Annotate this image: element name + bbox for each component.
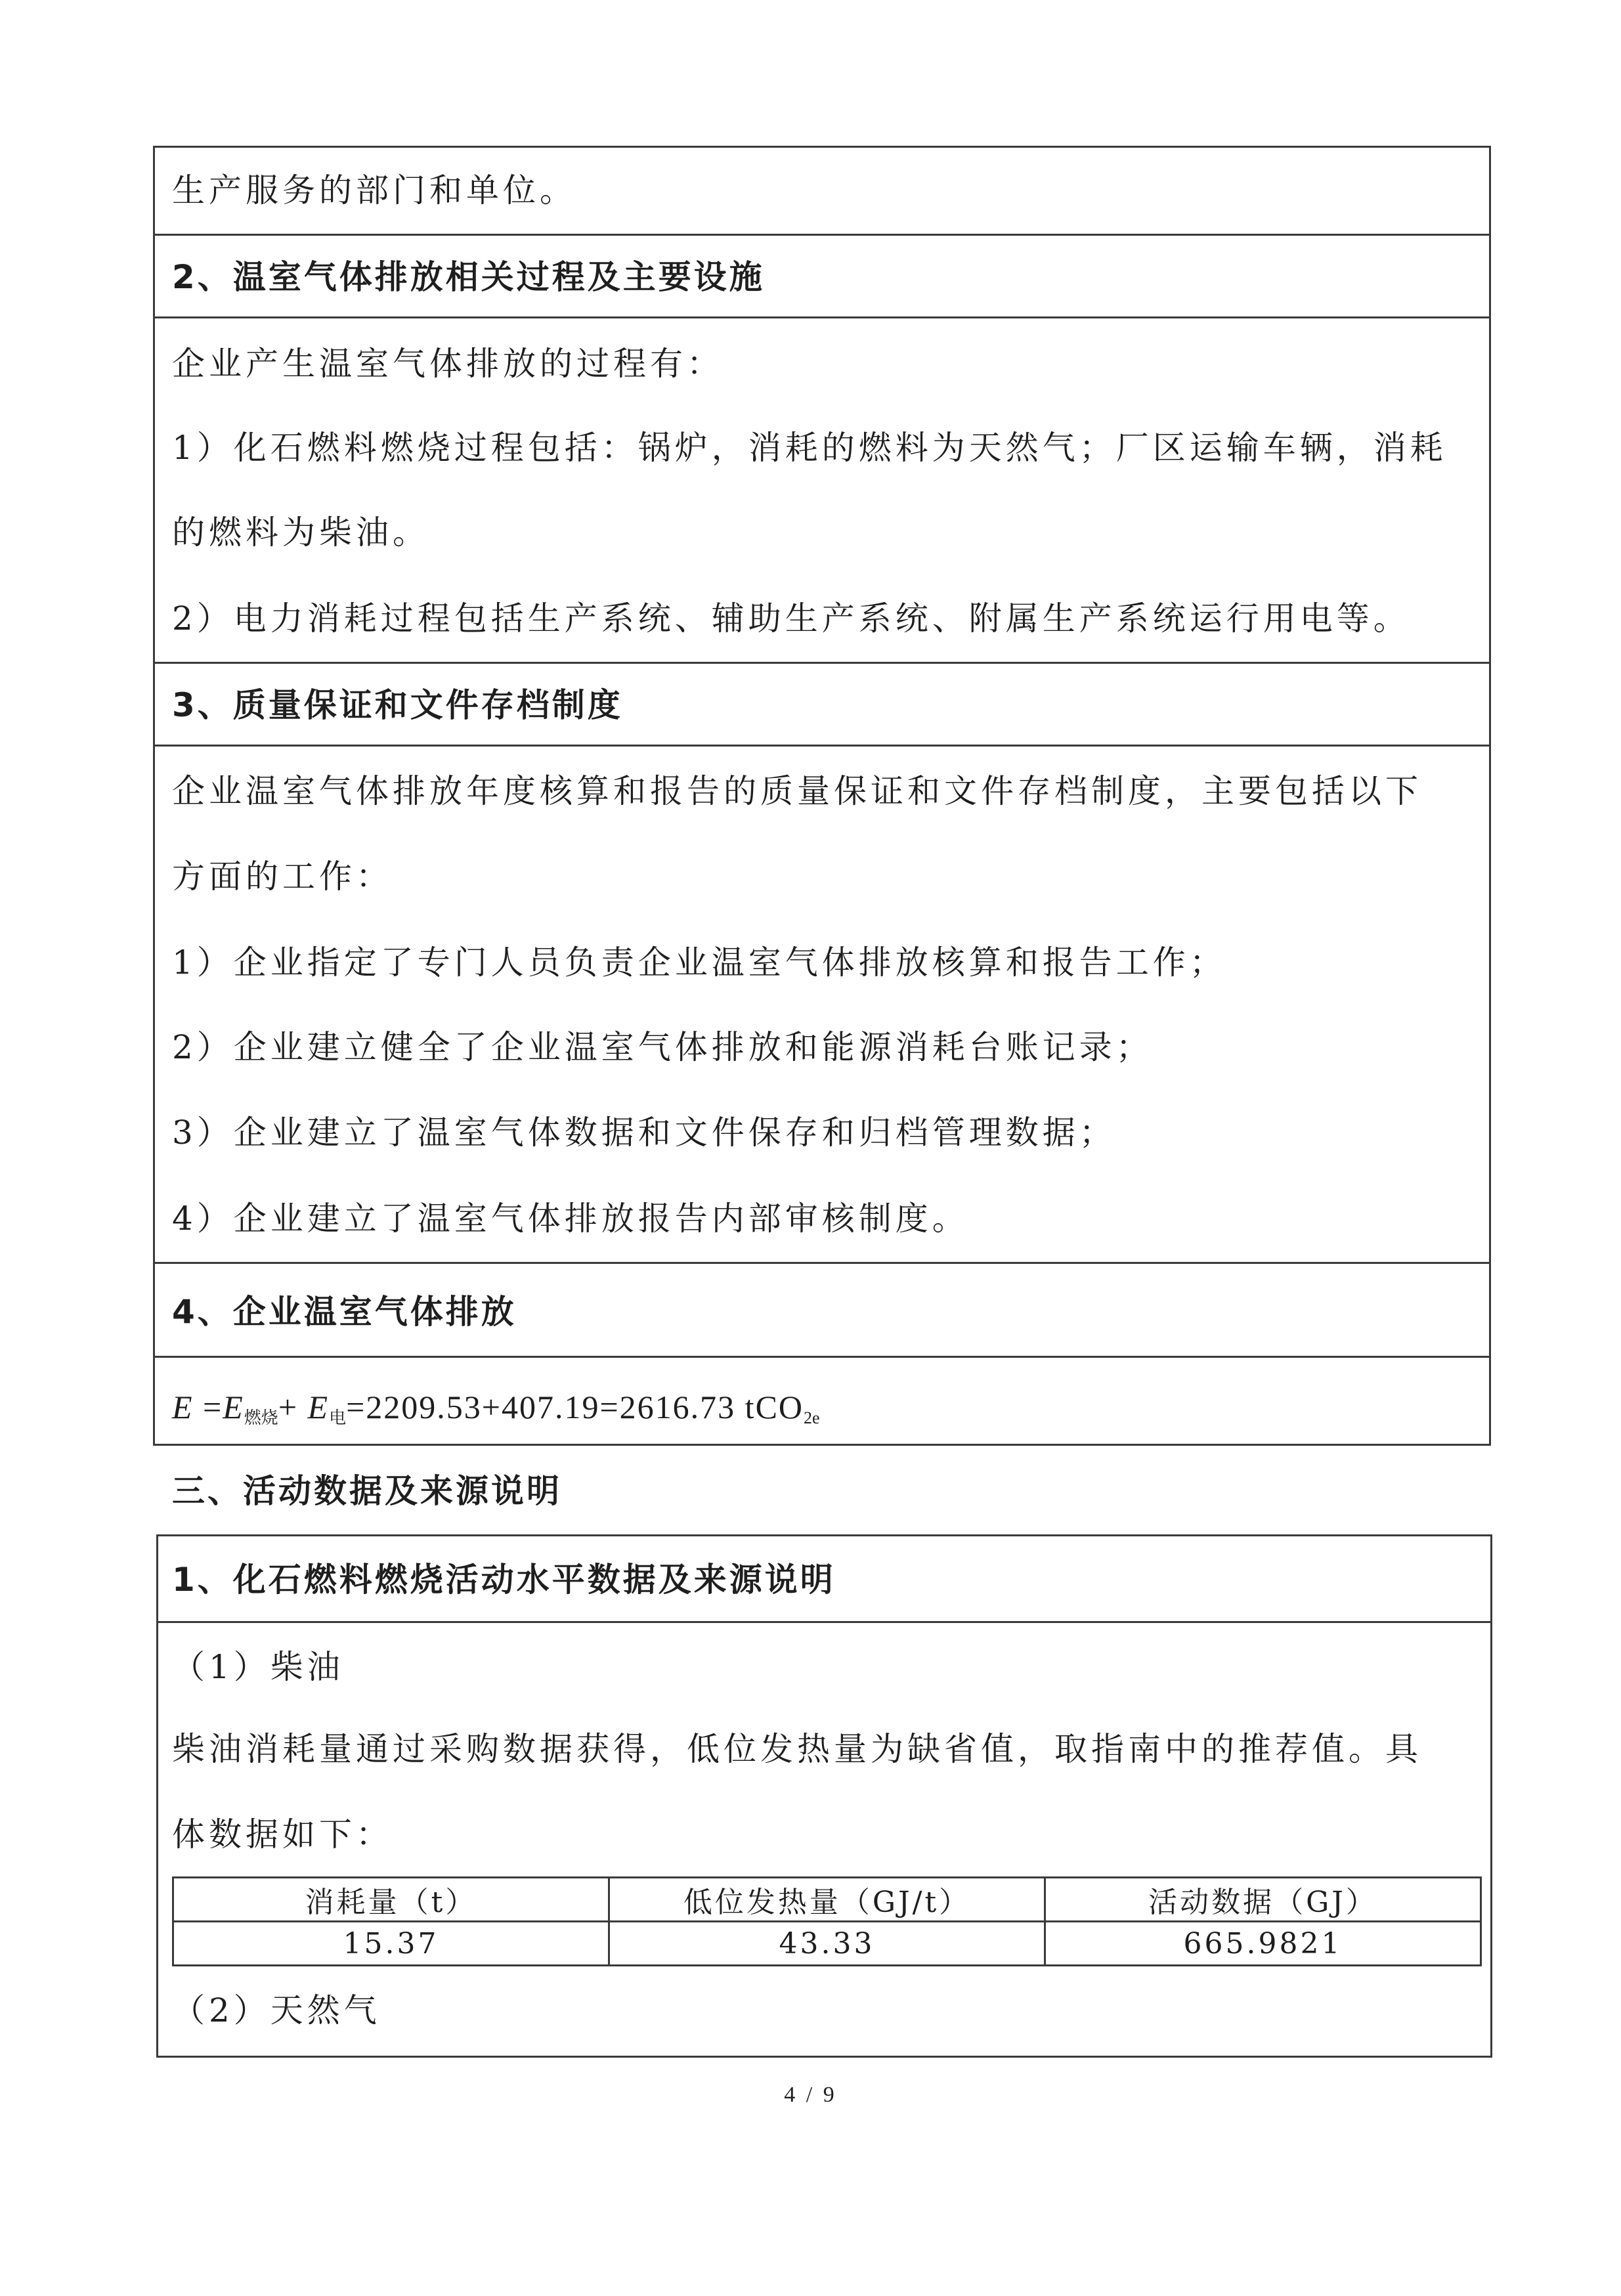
eq-subscript: 2e <box>804 1408 820 1427</box>
eq-equals: = <box>193 1389 223 1425</box>
emission-equation <box>172 1387 820 1438</box>
list-item: 2）企业建立健全了企业温室气体排放和能源消耗台账记录； <box>172 1028 1153 1066</box>
table-cell: 665.9821 <box>1045 1922 1481 1966</box>
paragraph: 1）化石燃料燃烧过程包括：锅炉，消耗的燃料为天然气；厂区运输车辆，消耗 <box>172 429 1447 467</box>
eq-subscript: 电 <box>329 1408 347 1427</box>
list-item: 1）企业指定了专门人员负责企业温室气体排放核算和报告工作； <box>172 943 1226 982</box>
row-divider <box>158 1621 1490 1623</box>
paragraph: 方面的工作： <box>172 857 393 896</box>
section-heading-4: 4、企业温室气体排放 <box>172 1293 517 1331</box>
table-box-2 <box>156 1534 1492 2058</box>
list-item: 4）企业建立了温室气体排放报告内部审核制度。 <box>172 1200 969 1238</box>
row-divider <box>155 745 1489 747</box>
section-heading-2: 2、温室气体排放相关过程及主要设施 <box>172 258 765 296</box>
section-heading-3: 3、质量保证和文件存档制度 <box>172 686 623 724</box>
paragraph: 2）电力消耗过程包括生产系统、辅助生产系统、附属生产系统运行用电等。 <box>172 599 1410 638</box>
row-divider <box>155 234 1489 236</box>
table-header-cell: 消耗量（t） <box>173 1878 609 1922</box>
table-row <box>173 1922 1481 1966</box>
diesel-data-table <box>172 1876 1482 1966</box>
row-divider <box>155 662 1489 664</box>
subsection-heading: 1、化石燃料燃烧活动水平数据及来源说明 <box>172 1561 836 1599</box>
row-divider <box>155 1356 1489 1358</box>
eq-symbol-e: E <box>223 1389 244 1425</box>
eq-plus: + <box>278 1389 308 1425</box>
table-cell: 15.37 <box>173 1922 609 1966</box>
page-number: 4 / 9 <box>784 2083 837 2107</box>
eq-subscript: 燃烧 <box>244 1408 278 1427</box>
intro-tail-text: 生产服务的部门和单位。 <box>172 171 576 209</box>
row-divider <box>155 1262 1489 1264</box>
fuel-label-diesel: （1）柴油 <box>172 1648 344 1686</box>
eq-symbol-e: E <box>172 1389 194 1425</box>
section-title: 三、活动数据及来源说明 <box>172 1472 562 1510</box>
row-divider <box>155 316 1489 318</box>
eq-values: =2209.53+407.19=2616.73 tCO <box>346 1389 804 1425</box>
table-header-cell: 低位发热量（GJ/t） <box>609 1878 1045 1922</box>
paragraph: 体数据如下： <box>172 1815 393 1853</box>
table-header-cell: 活动数据（GJ） <box>1045 1878 1481 1922</box>
paragraph: 企业产生温室气体排放的过程有： <box>172 345 724 383</box>
paragraph: 的燃料为柴油。 <box>172 513 429 552</box>
table-header-row <box>173 1878 1481 1922</box>
paragraph: 柴油消耗量通过采购数据获得，低位发热量为缺省值，取指南中的推荐值。具 <box>172 1730 1422 1768</box>
table-cell: 43.33 <box>609 1922 1045 1966</box>
paragraph: 企业温室气体排放年度核算和报告的质量保证和文件存档制度，主要包括以下 <box>172 772 1422 810</box>
fuel-label-natural-gas: （2）天然气 <box>172 1991 381 2029</box>
eq-symbol-e: E <box>307 1389 330 1425</box>
list-item: 3）企业建立了温室气体数据和文件保存和归档管理数据； <box>172 1114 1116 1152</box>
